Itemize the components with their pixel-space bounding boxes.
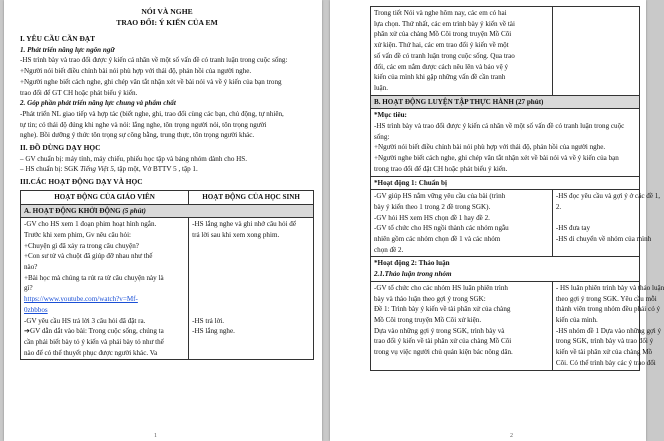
text-line: bày ý kiến theo 1 trong 2 đề trong SGK). (374, 202, 491, 211)
text-line: gì? (24, 284, 33, 293)
text-line (556, 213, 636, 224)
page-2-content (370, 6, 664, 371)
text-line: +Người nghe biết cách nghe, ghi chép văn tắt nhận xét về bài nói và về ý kiến của bạn trong (20, 77, 282, 86)
section-activities: III.CÁC HOẠT ĐỘNG DẠY VÀ HỌC (20, 177, 143, 187)
text-line: -HS trình bày và trao đổi được ý kiến cá nhân về một số vấn đề có tranh luận trong cuộc (374, 122, 625, 131)
text-line: trao đổi ý kiến về tài phân xử của chàng Mồ Côi (374, 337, 512, 346)
banner-warmup: A. HOẠT ĐỘNG KHỞI ĐỘNG (5 phút) (21, 204, 314, 218)
text-line: bày và thảo luận theo gợi ý trong SGK: (374, 294, 486, 303)
text-line: theo gợi ý trong SGK. Yêu cầu mỗi (555, 294, 657, 303)
text-line: – GV chuẩn bị: máy tính, máy chiếu, phiếu học tập và bảng nhóm dành cho HS. (20, 154, 248, 163)
teacher-activity-cell (371, 281, 553, 370)
text-line: trong SGK, trình bày và trao đổi ý (555, 337, 654, 346)
text-line: xử kiện. Thứ hai, các em trao đổi ý kiến về một (374, 41, 509, 50)
column-header-student: HOẠT ĐỘNG CỦA HỌC SINH (189, 190, 314, 204)
teacher-activity-cell (21, 218, 189, 360)
text-line: nào để có thể thuyết phục được người khác. Va (24, 348, 158, 357)
text-line: -GV hỏi HS xem HS chọn đề 1 hay đề 2. (374, 213, 490, 222)
text-line: Dựa vào những gợi ý trong SGK, trình bày và (374, 326, 505, 335)
text-line: trong trao đổi để đặt CH hoặc phát biểu ý kiến. (374, 164, 508, 173)
activity-1-header: *Hoạt động 1: Chuẩn bị (371, 176, 640, 190)
text-line: -GV cho HS xem 1 đoạn phim hoạt hình ngắn. (24, 220, 157, 229)
student-activity-cell (552, 190, 661, 257)
text-line: Mồ Côi trong truyện Mồ Côi xử kiện. (374, 315, 482, 324)
text-line: -HS đưa tay (555, 224, 591, 233)
text-line: -HS trình bày và trao đổi được ý kiến cá nhân về một số vấn đề có tranh luận trong cuộc sống: (20, 56, 288, 65)
column-header-teacher: HOẠT ĐỘNG CỦA GIÁO VIÊN (21, 190, 189, 204)
subsection-language: 1. Phát triển năng lực ngôn ngữ (20, 45, 115, 54)
teacher-activity-cell (371, 7, 553, 96)
text-line: -GV tổ chức cho các nhóm HS luân phiên trình (374, 283, 508, 292)
activity-table (20, 190, 314, 361)
text-line: -Phát triển NL giao tiếp và hợp tác (biết nghe, ghi, trao đổi cùng các bạn, chủ động, tự nhiên, (20, 109, 284, 118)
text-line: -GV yêu cầu HS trả lời 3 câu hỏi đã đặt ra. (24, 316, 146, 325)
text-line: thành viên trong nhóm đều phải có ý (555, 305, 661, 314)
student-activity-cell (552, 281, 664, 370)
text-line: Trong tiết Nói và nghe hôm nay, các em có hai (374, 9, 507, 17)
text-line: -HS di chuyển về nhóm của mình (555, 235, 652, 244)
text-line: cần phải biết bày tỏ ý kiến và phải bày tỏ như thế (24, 337, 164, 346)
text-line: kiến của mình. (555, 315, 598, 324)
section-objectives: I. YÊU CẦU CẦN ĐẠT (20, 34, 96, 43)
section-materials: II. ĐỒ DÙNG DẠY HỌC (20, 143, 101, 153)
text-line: -GV giúp HS nắm vững yêu cầu của bài (trình (374, 192, 506, 201)
text-line: +Con sư tử và chuột đã giúp đỡ nhau như thế (24, 252, 153, 261)
page-number: 2 (510, 433, 513, 439)
text-line: luận. (374, 83, 388, 92)
text-line: chọn đề 2. (374, 245, 404, 254)
text-line: nghe). Bồi dưỡng ý thức tôn trọng sự công bằng, trung thực, tôn trọng người khác. (20, 131, 255, 140)
student-activity-cell (189, 218, 314, 360)
video-link-continued[interactable]: 0zbbbos (24, 305, 48, 314)
text-line: trao đổi để GT CH hoặc phát biểu ý kiến. (20, 88, 138, 97)
text-line: trả lời sau khi xem xong phim. (192, 230, 280, 239)
text-line: -GV tổ chức cho HS ngồi thành các nhóm ngẫu (374, 224, 509, 233)
text-line: đổi, các em nắm được cách nêu lên và bảo vệ ý (374, 62, 509, 71)
text-line: -HS lắng nghe. (192, 327, 235, 336)
text-line: kiến về tài phân xử của chàng Mồ (555, 348, 653, 357)
text-line: - HS luân phiên trình bày và thảo luận (555, 283, 664, 292)
document-page-1 (4, 0, 322, 441)
text-line: nào? (24, 263, 38, 272)
student-activity-cell (552, 7, 639, 96)
lesson-title: NÓI VÀ NGHE (141, 7, 193, 16)
text-line: kiến của mình khi gặp những vấn đề cần tranh (374, 73, 506, 82)
text-line: nhiên gồm các nhóm chọn đề 1 và các nhóm (374, 235, 501, 244)
text-line: -HS đọc yêu cầu và gợi ý ở các đề 1, (555, 192, 661, 201)
text-line: +Người nói biết điều chỉnh bài nói phù hợp với thái độ, phản hồi của người nghe. (374, 143, 606, 152)
text-line: Đề 1: Trình bày ý kiến về tài phân xử của chàng (374, 305, 511, 314)
activity-2-header: *Hoạt động 2: Thảo luận 2.1.Thảo luận trong nhóm (371, 257, 640, 281)
activity-table-continued (370, 6, 664, 371)
document-page-2 (330, 0, 664, 441)
text-line: +Bài học mà chúng ta rút ra từ câu chuyện này là (24, 273, 164, 282)
text-line: Trước khi xem phim, Gv nêu câu hỏi: (24, 230, 132, 239)
text-line: sống: (374, 132, 390, 141)
video-link[interactable]: https://www.youtube.com/watch?v=Mf- (24, 295, 138, 304)
text-line: ➔GV dẫn dắt vào bài: Trong cuộc sống, chúng ta (24, 327, 164, 336)
text-line: tự tin; có thái độ đúng khi nghe và nói: lắng nghe, tôn trọng người nói, tôn trọng người (20, 120, 267, 129)
text-line: +Chuyện gì đã xảy ra trong câu chuyện? (24, 241, 139, 250)
text-line: trong vụ việc người chủ quán kiện bác nông dân. (374, 348, 513, 357)
banner-practice: B. HOẠT ĐỘNG LUYỆN TẬP THỰC HÀNH (27 phút) (371, 95, 640, 109)
text-line: 2. (555, 202, 562, 211)
page-1-content (20, 6, 314, 360)
text-line: Côi. Có thể trình bày các ý trao đổi (555, 358, 656, 367)
text-line: lựa chọn. Thứ nhất, các em trình bày ý kiến về tài (374, 19, 515, 28)
lesson-subtitle: TRAO ĐỔI: Ý KIẾN CỦA EM (116, 18, 218, 27)
subsection-competence: 2. Góp phần phát triển năng lực chung và phẩm chất (20, 99, 176, 108)
text-line: +Người nói biết điều chỉnh bài nói phù hợp với thái độ, phản hồi của người nghe. (20, 67, 252, 76)
objectives-cell: *Mục tiêu: -HS trình bày và trao đổi được ý kiến cá nhân về một số vấn đề có tranh luận trong cuộc sống: +Người nói biết điều chỉnh bài nói phù hợp với thái độ, phản hồi của người nghe. +Người nghe biết cách nghe, ghi chép văn tắt nhận xét về bài nói và về ý kiến của bạn trong trao đổi để đặt CH hoặc phát biểu ý kiến. (371, 109, 640, 176)
text-line: -HS lắng nghe và ghi nhớ câu hỏi để (192, 220, 296, 229)
teacher-activity-cell (371, 190, 553, 257)
text-line: +Người nghe biết cách nghe, ghi chép văn tắt nhận xét về bài nói và về ý kiến của bạn (374, 154, 619, 163)
text-line: – HS chuẩn bị: SGK Tiếng Việt 5, tập một, Vở BTTV 5 , tập 1. (20, 165, 198, 174)
text-line: số vấn đề có tranh luận trong cuộc sống. Qua trao (374, 51, 515, 60)
text-line: -HS nhóm đề 1 Dựa vào những gợi ý (555, 326, 662, 335)
text-line: phân xử của chàng Mồ Côi trong truyện Mồ Côi (374, 30, 512, 39)
page-number: 1 (154, 433, 157, 439)
text-line: -HS trả lời. (192, 316, 225, 325)
